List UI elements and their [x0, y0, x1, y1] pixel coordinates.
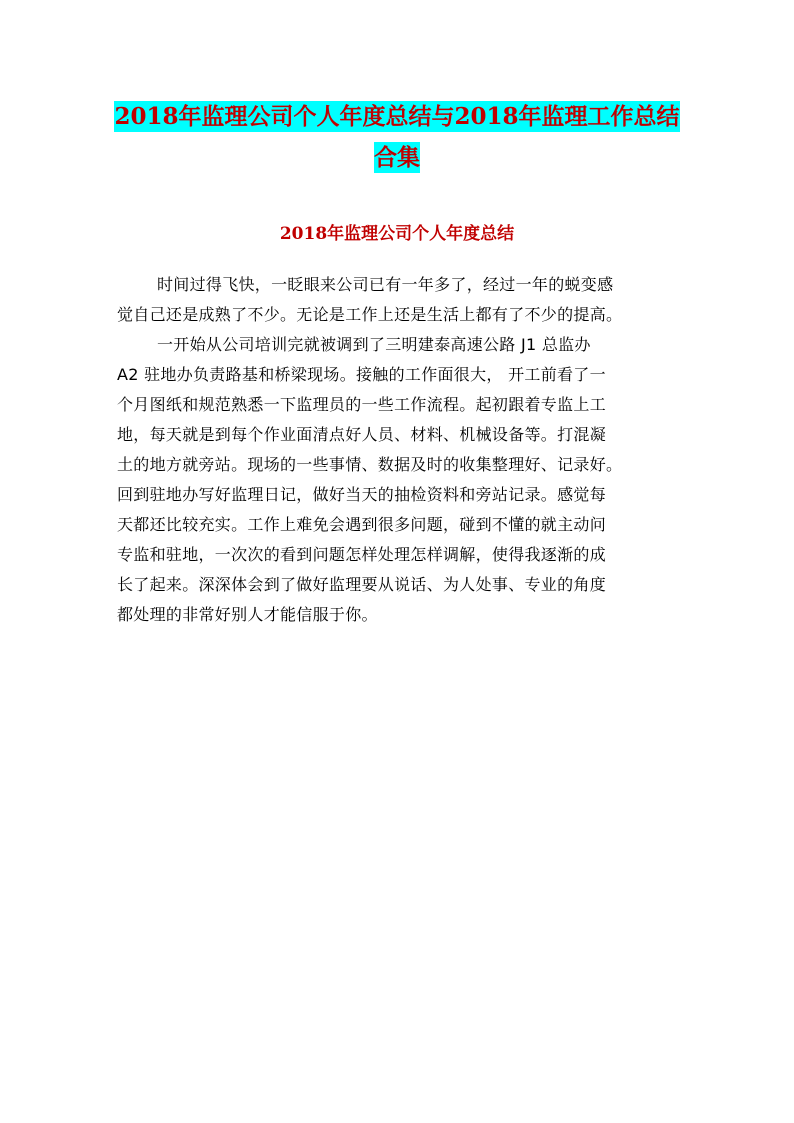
section-title: 2018年监理公司个人年度总结 [279, 224, 515, 244]
paragraph-line: 天都还比较充实。工作上难免会遇到很多问题，碰到不懂的就主动问 [117, 515, 607, 534]
paragraph-line: 专监和驻地，一次次的看到问题怎样处理怎样调解，使得我逐渐的成 [117, 545, 607, 564]
document-title [90, 96, 704, 178]
body-text [117, 270, 687, 630]
paragraph-line: 回到驻地办写好监理日记，做好当天的抽检资料和旁站记录。感觉每 [117, 485, 607, 504]
paragraph-line: 地，每天就是到每个作业面清点好人员、材料、机械设备等。打混凝 [117, 425, 607, 444]
paragraph-line: 都处理的非常好别人才能信服于你。 [117, 605, 378, 624]
paragraph-line: 个月图纸和规范熟悉一下监理员的一些工作流程。起初跟着专监上工 [117, 395, 607, 414]
paragraph-line: 土的地方就旁站。现场的一些事情、数据及时的收集整理好、记录好。 [117, 455, 623, 474]
paragraph-line: 一开始从公司培训完就被调到了三明建泰高速公路 J1 总监办 [157, 335, 591, 354]
paragraph-line: 觉自己还是成熟了不少。无论是工作上还是生活上都有了不少的提高。 [117, 305, 623, 324]
paragraph-line: 时间过得飞快，一眨眼来公司已有一年多了，经过一年的蜕变感 [157, 275, 614, 294]
paragraph-line: 长了起来。深深体会到了做好监理要从说话、为人处事、专业的角度 [117, 575, 607, 594]
document-title-line-2: 合集 [374, 144, 420, 171]
document-title-line-1: 2018年监理公司个人年度总结与2018年监理工作总结 [114, 103, 680, 130]
paragraph-line: A2 驻地办负责路基和桥梁现场。接触的工作面很大， 开工前看了一 [117, 365, 606, 384]
